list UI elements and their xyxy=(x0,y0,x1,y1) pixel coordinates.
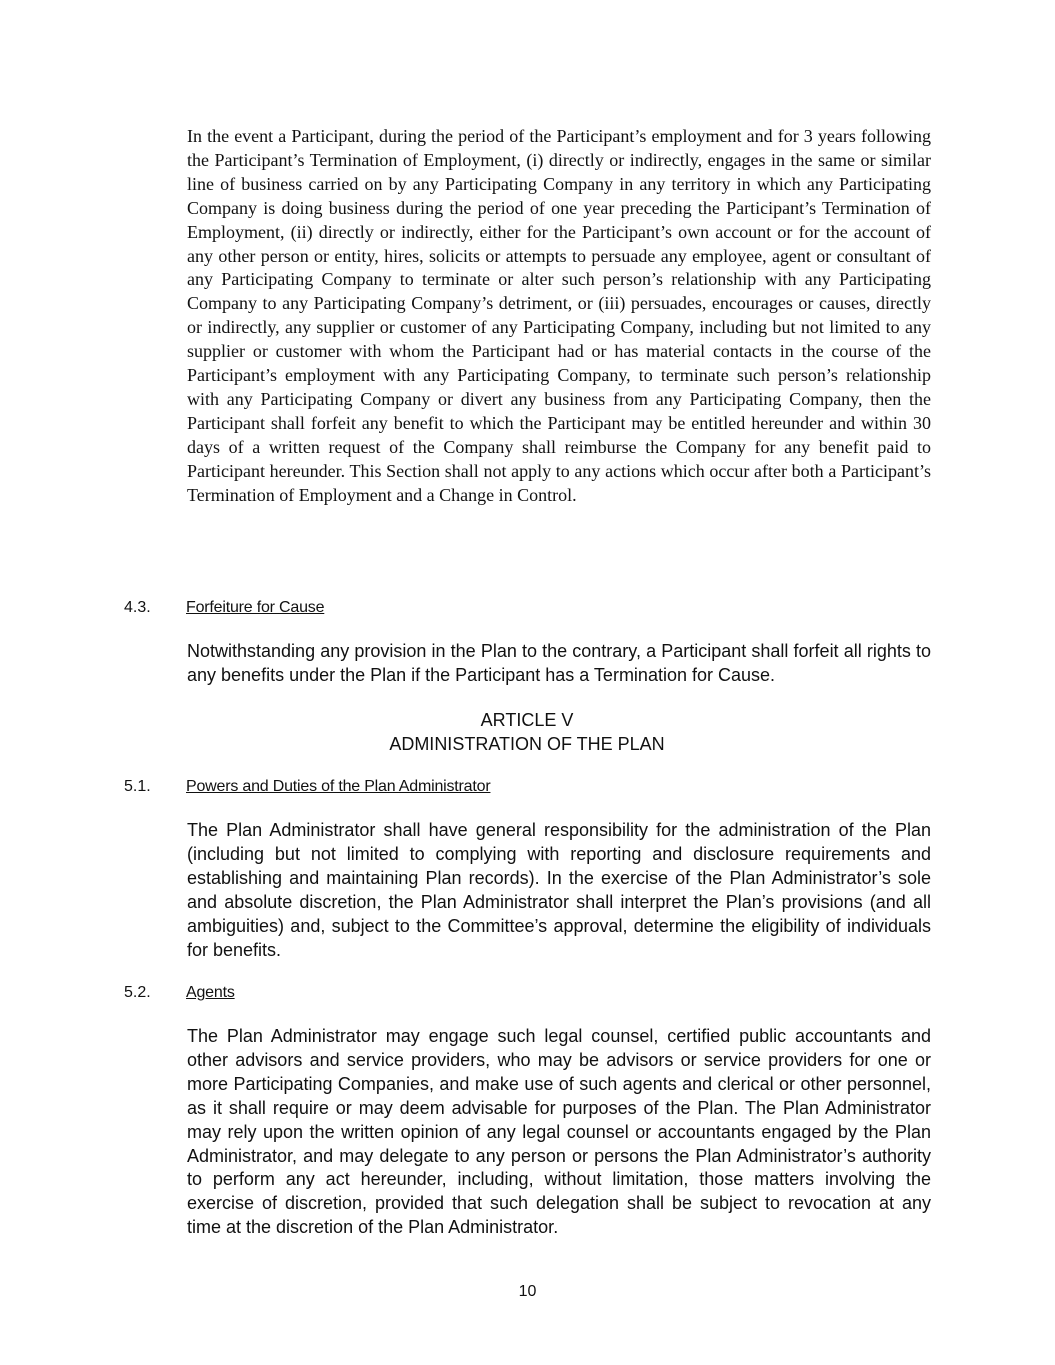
article-heading: ARTICLE V xyxy=(480,710,574,730)
forfeiture-paragraph: In the event a Participant, during the period of the Participant’s employment and for 3 years following the Participant’s Termination of Employment, (i) directly or indirectly, engages in the same or similar line of business carried on by any Participating Company in any territory in which any Participating Company is doing business during the period of one year preceding the Participant’s Termination of Employment, (ii) directly or indirectly, either for the Participant’s own account or for the account of any other person or entity, hires, solicits or attempts to persuade any employee, agent or consultant of any Participating Company to terminate or alter such person’s relationship with any Participating Company to any Participating Company’s detriment, or (iii) persuades, encourages or causes, directly or indirectly, any supplier or customer of any Participating Company, including but not limited to any supplier or customer with whom the Participant had or has material contacts in the course of the Participant’s employment with any Participating Company, to terminate such person’s relationship with any Participating Company or divert any business from any Participating Company, then the Participant shall forfeit any benefit to which the Participant may be entitled hereunder and within 30 days of a written request of the Company shall reimburse the Company for any benefit paid to Participant hereunder. This Section shall not apply to any actions which occur after both a Participant’s Termination of Employment and a Change in Control. xyxy=(187,126,931,505)
section-heading-4-3 xyxy=(124,597,324,619)
section-number: 5.1. xyxy=(124,778,151,795)
article-subheading: ADMINISTRATION OF THE PLAN xyxy=(389,734,665,754)
section-5-2-body: The Plan Administrator may engage such legal counsel, certified public accountants and other advisors and service providers, who may be advisors or service providers for one or more Participating Companies, and make use of such agents and clerical or other personnel, as it shall require or may deem advisable for purposes of the Plan. The Plan Administrator may rely upon the written opinion of any legal counsel or accountants engaged by the Plan Administrator, and may delegate to any person or persons the Plan Administrator’s authority to perform any act hereunder, including, without limitation, those matters involving the exercise of discretion, provided that such delegation shall be subject to revocation at any time at the discretion of the Plan Administrator. xyxy=(187,1026,931,1238)
page-number: 10 xyxy=(518,1283,537,1300)
section-heading-5-1 xyxy=(124,776,490,798)
section-title: Forfeiture for Cause xyxy=(186,599,325,616)
section-4-3-body: Notwithstanding any provision in the Plan to the contrary, a Participant shall forfeit all rights to any benefits under the Plan if the Participant has a Termination for Cause. xyxy=(187,641,931,685)
section-number: 5.2. xyxy=(124,984,151,1001)
section-number: 4.3. xyxy=(124,599,151,616)
section-5-1-body: The Plan Administrator shall have general responsibility for the administration of the Plan (including but not limited to complying with reporting and disclosure requirements and establishing and maintaining Plan records). In the exercise of the Plan Administrator’s sole and absolute discretion, the Plan Administrator shall interpret the Plan’s provisions (and all ambiguities) and, subject to the Committee’s approval, determine the eligibility of individuals for benefits. xyxy=(187,820,931,960)
section-title: Agents xyxy=(186,984,235,1001)
section-title: Powers and Duties of the Plan Administrator xyxy=(186,778,491,795)
section-heading-5-2 xyxy=(124,982,235,1004)
